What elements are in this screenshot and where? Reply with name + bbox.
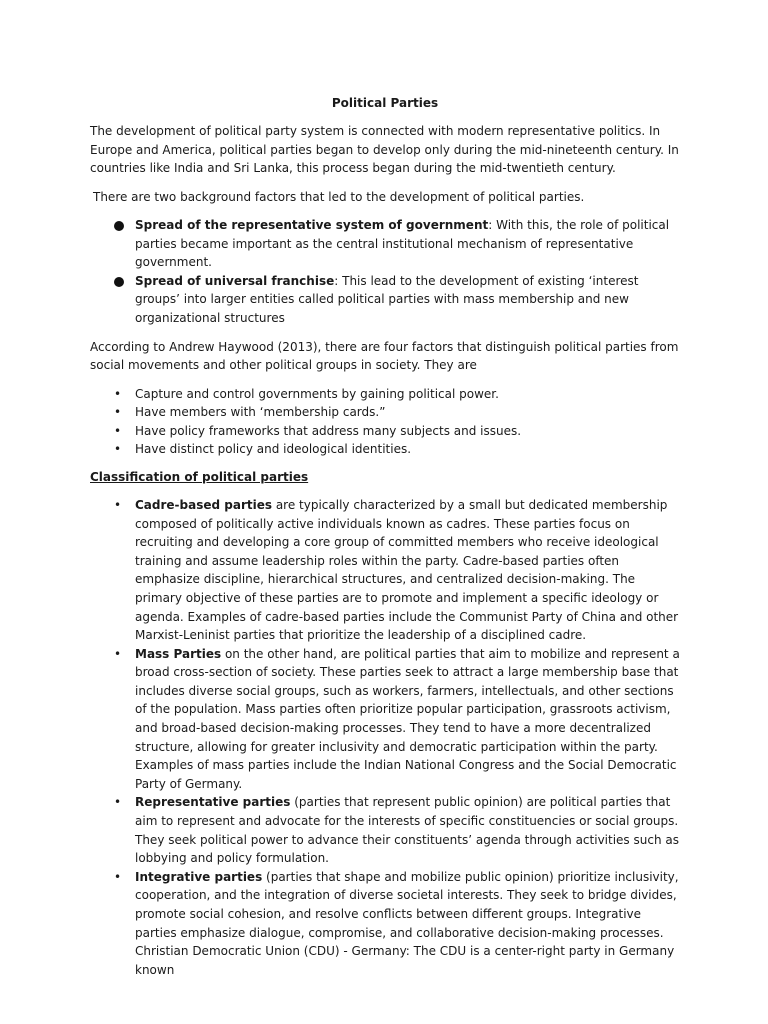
list-item-text: Have distinct policy and ideological identities. (135, 442, 412, 457)
list-item-text: (parties that represent public opinion) are political parties that aim to represent and advocate for the interests of specific constituencies or social groups. They seek political power to advance their constituents’ agenda through activities such as lobbying and policy formulation. (135, 795, 679, 866)
list-item-text: Capture and control governments by gaining political power. (135, 386, 499, 401)
document-page (90, 94, 680, 979)
list-item (90, 868, 680, 942)
list-item-term: Spread of the representative system of government (135, 218, 489, 232)
bullet-icon: • (114, 423, 122, 438)
list-item (90, 272, 680, 328)
bullet-icon: • (114, 405, 122, 420)
continuation-line: Christian Democratic Union (CDU) - Germany: The CDU is a center-right party in Germany known (135, 944, 675, 977)
list-item (90, 793, 680, 867)
section-heading: Classification of political parties (90, 469, 309, 484)
bullet-icon: • (114, 795, 122, 810)
list-item-text: on the other hand, are political parties that aim to mobilize and represent a broad cross-section of society. These parties seek to attract a large membership base that includes diverse social groups, such as workers, farmers, intellectuals, and other sections of the population. Mass parties often prioritize popular participation, grassroots activism, and broad-based decision-making processes. They tend to have a more decentralized structure, allowing for greater inclusivity and democratic participation within the party. Examples of mass parties include the Indian National Congress and the Social Democratic Party of Germany. (135, 646, 680, 791)
bullet-icon (114, 216, 124, 237)
list-item-term: Spread of universal franchise (135, 273, 335, 288)
bullet-icon: • (114, 869, 122, 884)
bullet-icon: • (114, 497, 122, 512)
list-item-text: : With this, the role of political parties became important as the central institutional mechanism of representative government. (135, 218, 670, 270)
background-paragraph: There are two background factors that led to the development of political parties. (93, 189, 585, 204)
list-item (90, 496, 680, 645)
bullet-icon: • (114, 386, 122, 401)
bullet-icon: • (114, 646, 122, 661)
list-item-term: Mass Parties (135, 646, 222, 661)
list-item (90, 645, 680, 794)
list-item-term: Cadre-based parties (135, 497, 273, 512)
list-item-text: are typically characterized by a small but dedicated membership composed of politically active individuals known as cadres. These parties focus on recruiting and developing a core group of committed members who receive ideological training and assume leadership roles within the party. Cadre-based parties often emphasize discipline, hierarchical structures, and centralized decision-making. The primary objective of these parties are to promote and implement a specific ideology or agenda. Examples of cadre-based parties include the Communist Party of China and other Marxist-Leninist parties that prioritize the leadership of a disciplined cadre. (135, 497, 679, 643)
classification-list (90, 496, 680, 942)
list-item-text: (parties that shape and mobilize public opinion) prioritize inclusivity, cooperation, and the integration of diverse societal interests. They seek to bridge divides, promote social cohesion, and resolve conflicts between different groups. Integrative parties emphasize dialogue, compromise, and collaborative decision-making processes. (135, 869, 679, 940)
bullet-icon (114, 272, 124, 293)
list-item (90, 422, 680, 441)
bullet-icon: • (114, 442, 122, 457)
haywood-paragraph: According to Andrew Haywood (2013), there are four factors that distinguish political parties from social movements and other political groups in society. They are (90, 339, 679, 373)
background-factors-list (90, 216, 680, 328)
list-item-term: Representative parties (135, 795, 291, 810)
list-item-text: Have policy frameworks that address many subjects and issues. (135, 423, 522, 438)
list-item (90, 440, 680, 459)
list-item-text: Have members with ‘membership cards.” (135, 405, 386, 420)
list-item (90, 385, 680, 404)
list-item-text: : This lead to the development of existing ‘interest groups’ into larger entities called political parties with mass membership and new organizational structures (135, 273, 639, 325)
intro-paragraph: The development of political party system is connected with modern representative politics. In Europe and America, political parties began to develop only during the mid-nineteenth century. In countries like India and Sri Lanka, this process began during the mid-twentieth century. (90, 124, 679, 175)
document-title: Political Parties (331, 96, 439, 110)
haywood-factors-list (90, 385, 680, 459)
list-item (90, 403, 680, 422)
list-item (90, 216, 680, 272)
list-item-term: Integrative parties (135, 869, 263, 884)
